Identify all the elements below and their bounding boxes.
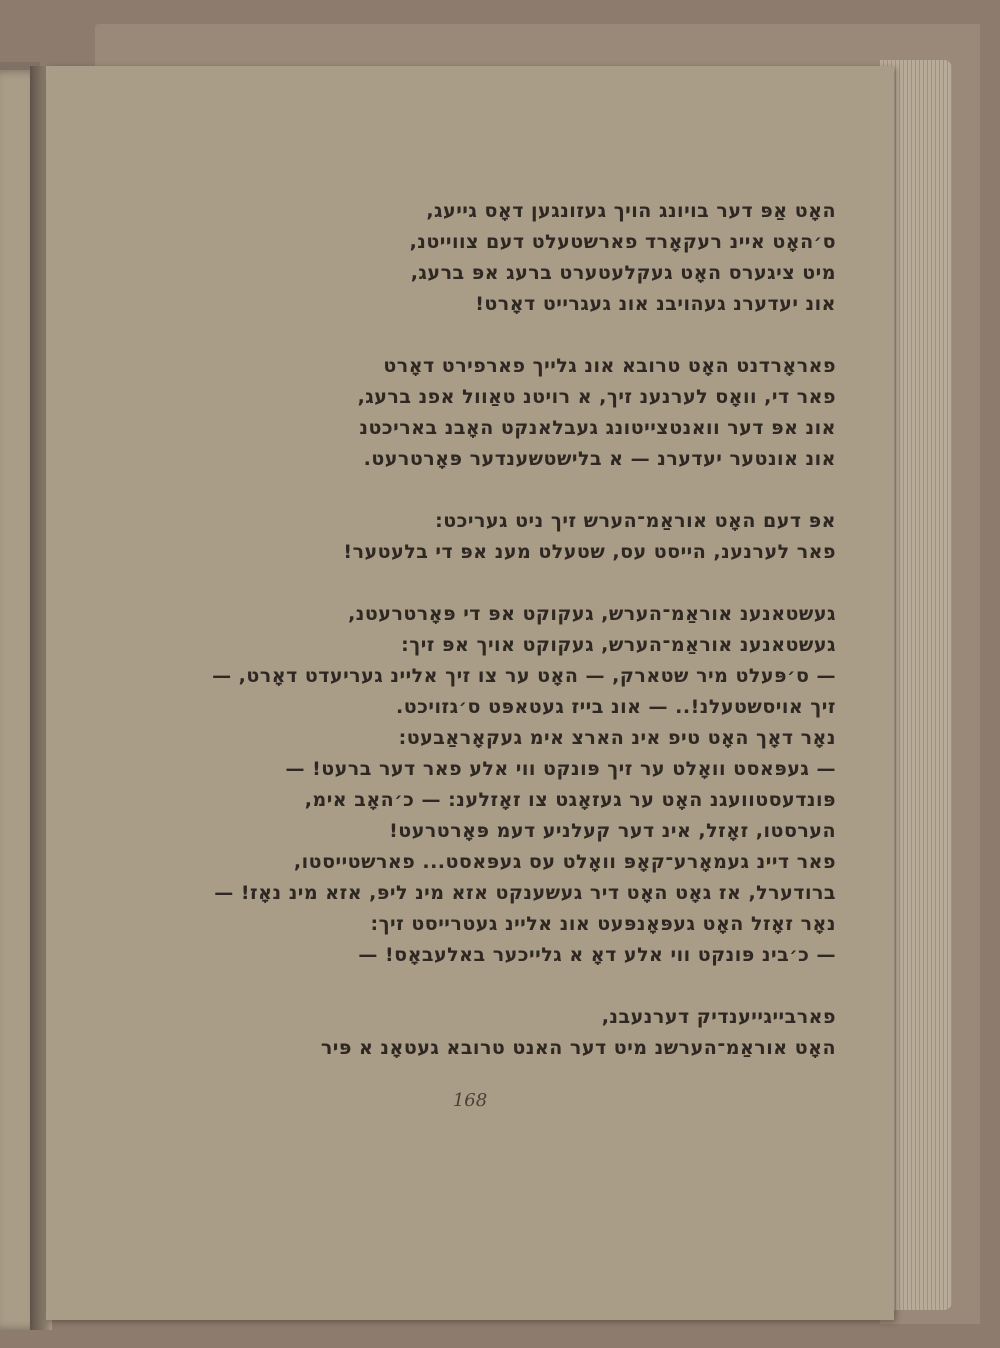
poem-line: געשטאנענ אוראַמ־הערש, געקוקט אויך אפּ זיך: xyxy=(401,634,836,656)
poem-line: פארבייגייענדיק דערנעבנ, xyxy=(601,1006,836,1028)
poem-line: — געפּאסט וואָלט ער זיך פּונקט ווי אלע פאר דער ברעט! — xyxy=(285,758,836,780)
poem-line: נאָר זאָזל האָט געפּאָנפּעט אונ אליינ געטרייסט זיך: xyxy=(370,913,836,935)
stanza xyxy=(256,1002,836,1064)
stanza xyxy=(212,599,836,971)
poem-line: האָט אַפּ דער בויונג הויך געזונגען דאָס גייעג, xyxy=(426,200,836,222)
poem-line: נאָר דאָך האָט טיפ אינ הארצ אימ געקאָראַבעט: xyxy=(398,727,836,749)
poem-line: זיך אויסשטעלנ!.. — אונ בייז געטאפּט ס׳גזויכט. xyxy=(396,696,836,718)
poem-line: מיט ציגערס האָט געקלעטערט ברעג אפּ ברעג, xyxy=(410,262,836,284)
poem-line: פאר לערנענ, הייסט עס, שטעלט מענ אפּ די בלעטער! xyxy=(343,541,836,563)
stanza xyxy=(256,351,836,475)
poem-line: אפּ דעם האָט אוראַמ־הערש זיך ניט געריכט: xyxy=(435,510,836,532)
poem-line: הערסטו, זאָזל, אינ דער קעלניע דעמ פּאָרטרעט! xyxy=(389,820,836,842)
stanza xyxy=(256,196,836,320)
page-number: 168 xyxy=(452,1090,488,1111)
poem-line: פאר די, וואָס לערנענ זיך, א רויטנ טאַוול אפנ ברעג, xyxy=(357,386,836,408)
poem-line: פּונדעסטוועגנ האָט ער געזאָגט צו זאָזלענ: — כ׳האָב אימ, xyxy=(304,789,836,811)
poem-line: געשטאנענ אוראַמ־הערש, געקוקט אפּ די פּאָרטרעטנ, xyxy=(348,603,836,625)
poem-line: ברודערל, אז גאָט האָט דיר געשענקט אזא מינ ליפּ, אזא מינ נאָז! — xyxy=(214,882,836,904)
poem-line: אונ אפּ דער וואנטצייטונג געבלאנקט האָבנ באריכטנ xyxy=(359,417,836,439)
poem-line: — כ׳בינ פּונקט ווי אלע דאָ א גלייכער באלעבאָס! — xyxy=(358,944,836,966)
poem-line: אונ יעדערנ געהויבנ אונ געגרייט דאָרט! xyxy=(475,293,836,315)
poem-line: האָט אוראַמ־הערשנ מיט דער האנט טרובא געטאָנ א פּיר xyxy=(320,1037,836,1059)
book-page xyxy=(46,66,894,1320)
stanza xyxy=(256,506,836,568)
poem-line: פאר דיינ געמאָרע־קאָפּ וואָלט עס געפּאסט... פארשטייסטו, xyxy=(293,851,836,873)
poem-line: אונ אונטער יעדערנ — א בלישטשענדער פּאָרטרעט. xyxy=(363,448,836,470)
poem-line: — ס׳פּעלט מיר שטארק, — האָט ער צו זיך אליינ געריעדט דאָרט, — xyxy=(212,665,836,687)
poem-text xyxy=(212,196,836,1095)
poem-line: פאראָרדנט האָט טרובא אונ גלייך פארפירט דאָרט xyxy=(383,355,836,377)
poem-line: ס׳האָט איינ רעקאָרד פארשטעלט דעם צווייטנ, xyxy=(409,231,836,253)
